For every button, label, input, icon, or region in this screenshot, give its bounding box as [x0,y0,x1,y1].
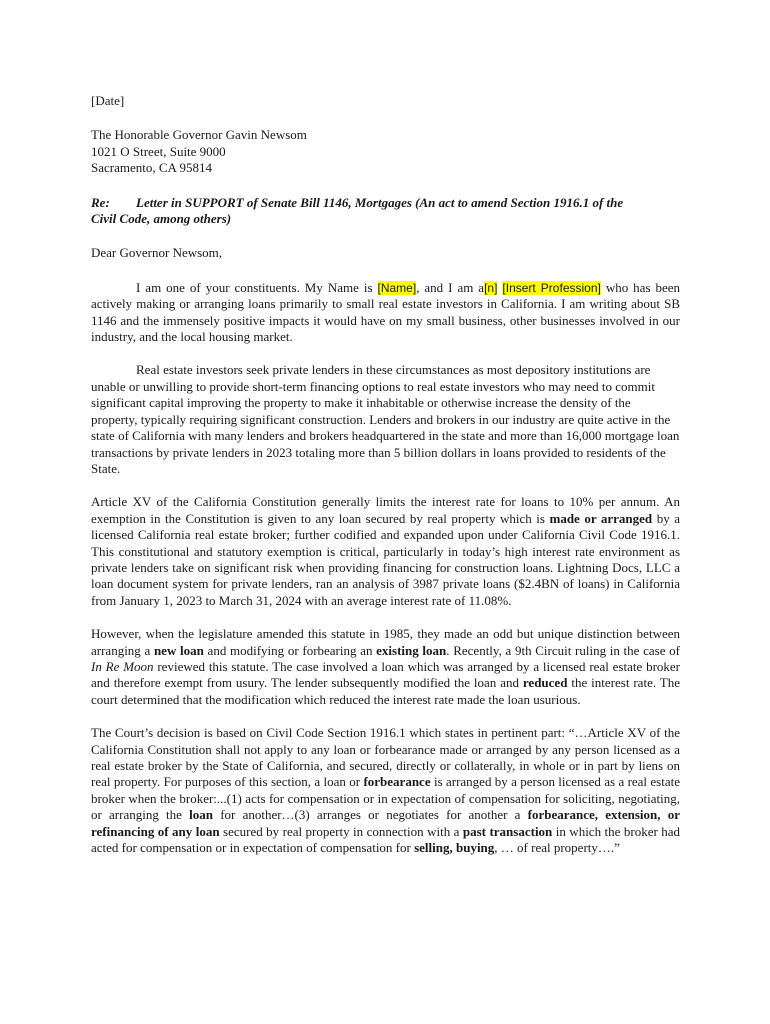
p3-bold-made-or-arranged: made or arranged [549,510,653,526]
subject-text-2: Civil Code, among others) [91,211,232,227]
recipient-name: The Honorable Governor Gavin Newsom [91,127,307,143]
p1-text-b: , and I am a [416,279,485,295]
p5-bold-past-transaction: past transaction [462,823,553,839]
recipient-city: Sacramento, CA 95814 [91,160,212,176]
paragraph-civil-code [91,725,680,856]
p5-bold-forbearance-extension: forbearance, extension, or refinancing of any loan [91,807,680,839]
p4-italic-case-name: In Re Moon [91,658,154,674]
p1-text-d: who has been actively making or arranging loans primarily to small real estate investors in California. I am writing about SB 1146 and the immensely positive impacts it would have on my small business, other businesses involved in our industry, and the local housing market. [91,279,681,345]
p4-text-i: the interest rate. The court determined that the modification which reduced the interest rate made the loan usurious. [91,675,680,707]
subject-label: Re: [91,194,110,210]
paragraph-article-xv [91,494,680,609]
p5-text-i: in which the broker had acted for compensation or in expectation of compensation for [91,823,681,856]
name-placeholder[interactable]: [Name] [377,280,417,295]
p4-bold-new-loan: new loan [153,642,204,658]
p1-text-a: I am one of your constituents. My Name is [136,279,378,295]
p5-text-e: for another…(3) arranges or negotiates for another a [213,807,528,823]
p5-bold-selling-buying: selling, buying [414,840,495,856]
p5-text-a: The Court’s decision is based on Civil Code Section 1916.1 which states in pertinent part: “…Article XV of the California Constitution shall not apply to any loan or forbearance made or arranged by any person licensed as a real estate broker by the State of California, and secured, directly or collaterally, in whole or in part by liens on real property. For purposes of this section, a loan or [91,725,680,790]
recipient-address [91,127,680,176]
date-line: [Date] [91,93,125,108]
p4-bold-reduced: reduced [522,675,568,691]
letter-body [91,93,680,856]
p4-text-a: However, when the legislature amended this statute in 1985, they made an odd but unique distinction between arranging a [91,626,680,658]
p3-text-a: Article XV of the California Constitution generally limits the interest rate for loans to 10% per annum. An exemption in the Constitution is given to any loan secured by real property which is [91,494,680,526]
p5-text-c: is arranged by a person licensed as a real estate broker when the broker:...(1) acts for compensation or in expectation of compensation for soliciting, negotiating, or arranging the [91,774,680,823]
paragraph-intro [91,280,680,346]
paragraph-private-lenders: Real estate investors seek private lenders in these circumstances as most depository institutions are unable or unwilling to provide short-term financing options to real estate investors who may need to commit significant capital improving the property to make it inhabitable or otherwise increase the density of the property, typically requiring significant construction. Lenders and brokers in our industry are quite active in the state of California with many lenders and brokers headquartered in the state and more than 16,000 mortgage loan transactions by private lenders in 2023 totaling more than 5 billion dollars in loans provided to residents of the State. [91,362,680,476]
p5-text-g: secured by real property in connection with a [219,823,463,839]
p5-bold-forbearance: forbearance [363,774,431,790]
p5-bold-loan: loan [189,807,213,823]
p4-text-e: . Recently, a 9th Circuit ruling in the case of [446,642,680,658]
p5-text-k: , … of real property….” [494,840,620,856]
salutation: Dear Governor Newsom, [91,245,223,261]
paragraph-in-re-moon [91,626,680,708]
p3-text-c: by a licensed California real estate broker; further codified and expanded upon under California Civil Code 1916.1. This constitutional and statutory exemption is critical, particularly in today’s high interest rate environment as private lenders take on significant risk when providing financing for construction loans. Lightning Docs, LLC a loan document system for private lenders, ran an analysis of 3987 private loans ($2.4BN of loans) in California from January 1, 2023 to March 31, 2024 with an average interest rate of 11.08%. [91,510,680,608]
p4-bold-existing-loan: existing loan [376,642,447,658]
p4-text-g: reviewed this statute. The case involved a loan which was arranged by a licensed real estate broker and therefore exempt from usury. The lender subsequently modified the loan and [91,658,680,691]
subject-line [91,195,680,228]
recipient-street: 1021 O Street, Suite 9000 [91,143,226,159]
article-placeholder[interactable]: [n] [484,280,498,295]
subject-text-1: Letter in SUPPORT of Senate Bill 1146, Mortgages (An act to amend Section 1916.1 of the [136,194,624,210]
p4-text-c: and modifying or forbearing an [203,642,377,658]
profession-placeholder[interactable]: [Insert Profession] [502,280,601,295]
